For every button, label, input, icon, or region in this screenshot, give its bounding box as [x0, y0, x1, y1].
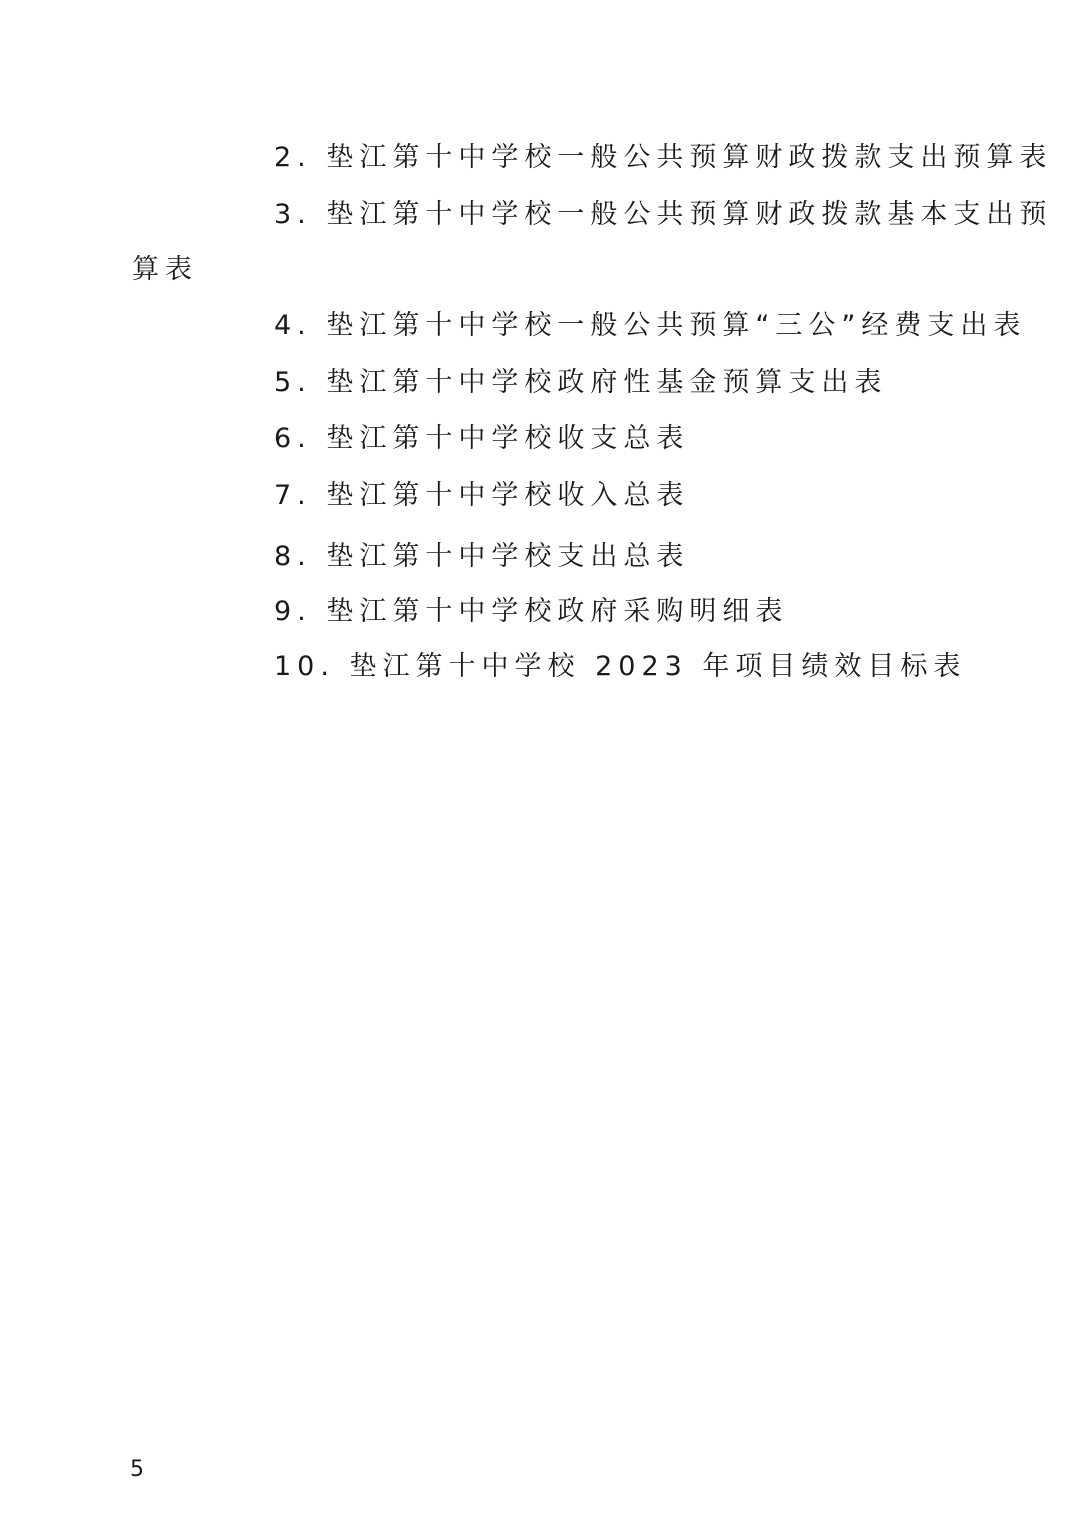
- list-item-4: 4. 垫江第十中学校一般公共预算“三公”经费支出表: [274, 310, 1027, 341]
- list-item-5: 5. 垫江第十中学校政府性基金预算支出表: [274, 367, 888, 398]
- list-item-2: 2. 垫江第十中学校一般公共预算财政拨款支出预算表: [274, 142, 1053, 173]
- list-item-9: 9. 垫江第十中学校政府采购明细表: [274, 596, 789, 627]
- page-number: 5: [130, 1457, 144, 1482]
- list-item-3: 3. 垫江第十中学校一般公共预算财政拨款基本支出预: [274, 199, 1053, 230]
- list-item-6: 6. 垫江第十中学校收支总表: [274, 423, 690, 454]
- list-item-10: 10. 垫江第十中学校 2023 年项目绩效目标表: [274, 651, 967, 682]
- list-item-8: 8. 垫江第十中学校支出总表: [274, 541, 690, 572]
- list-item-7: 7. 垫江第十中学校收入总表: [274, 480, 690, 511]
- list-item-3-continuation: 算表: [132, 254, 198, 285]
